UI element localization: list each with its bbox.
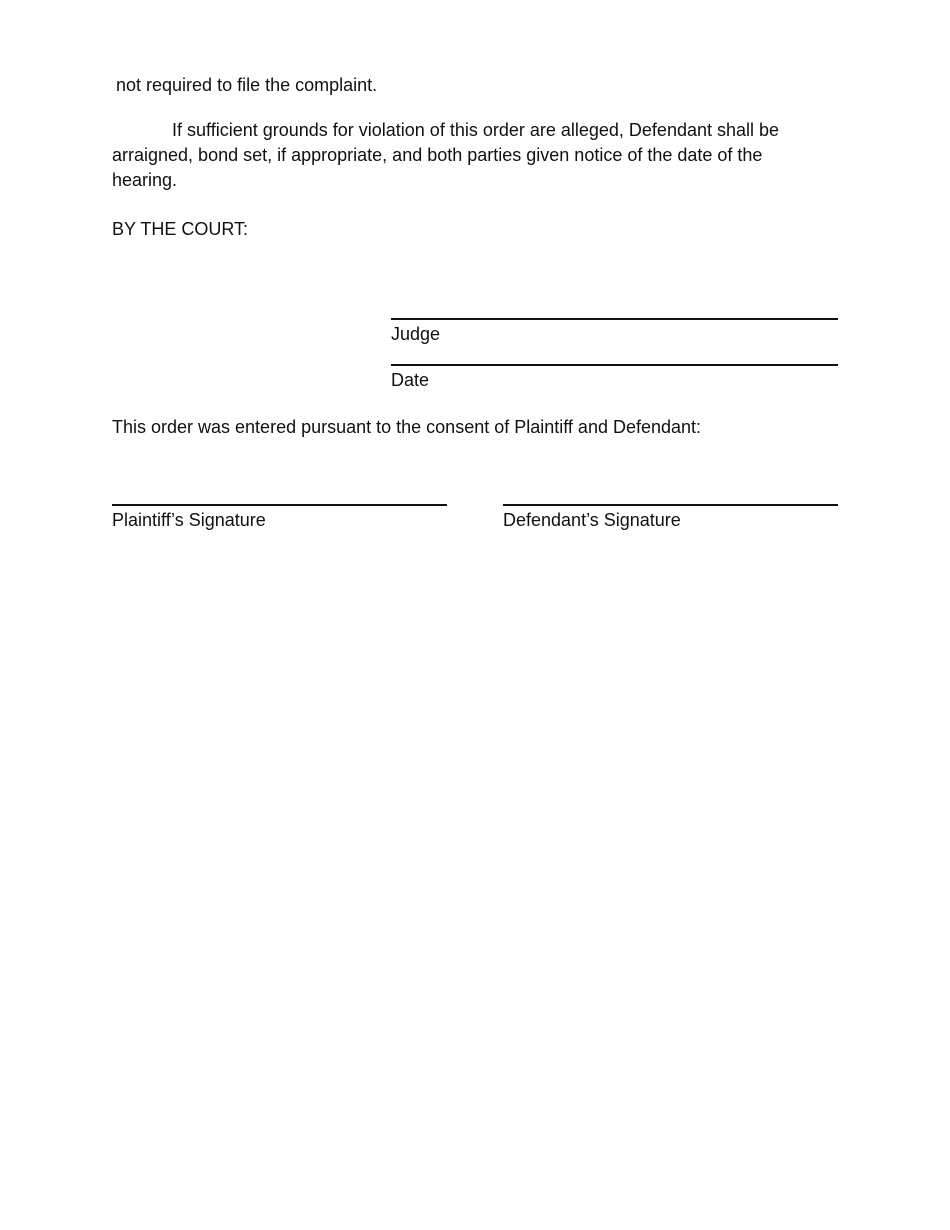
defendant-signature-label: Defendant’s Signature — [503, 510, 681, 530]
judge-label: Judge — [391, 324, 441, 344]
date-signature-line — [391, 364, 838, 366]
date-label: Date — [391, 370, 430, 390]
plaintiff-signature-label: Plaintiff’s Signature — [112, 510, 266, 530]
grounds-paragraph-text: If sufficient grounds for violation of this order are alleged, Defendant shall be arraigned, bond set, if appropriate, and both parties given notice of the date of the hearing. — [112, 120, 780, 190]
continuation-line: not required to file the complaint. — [116, 75, 378, 95]
by-the-court-heading: BY THE COURT: — [112, 219, 249, 239]
defendant-signature-line — [503, 504, 838, 506]
plaintiff-signature-line — [112, 504, 447, 506]
grounds-paragraph — [112, 118, 812, 193]
consent-statement: This order was entered pursuant to the consent of Plaintiff and Defendant: — [112, 417, 702, 437]
judge-signature-line — [391, 318, 838, 320]
